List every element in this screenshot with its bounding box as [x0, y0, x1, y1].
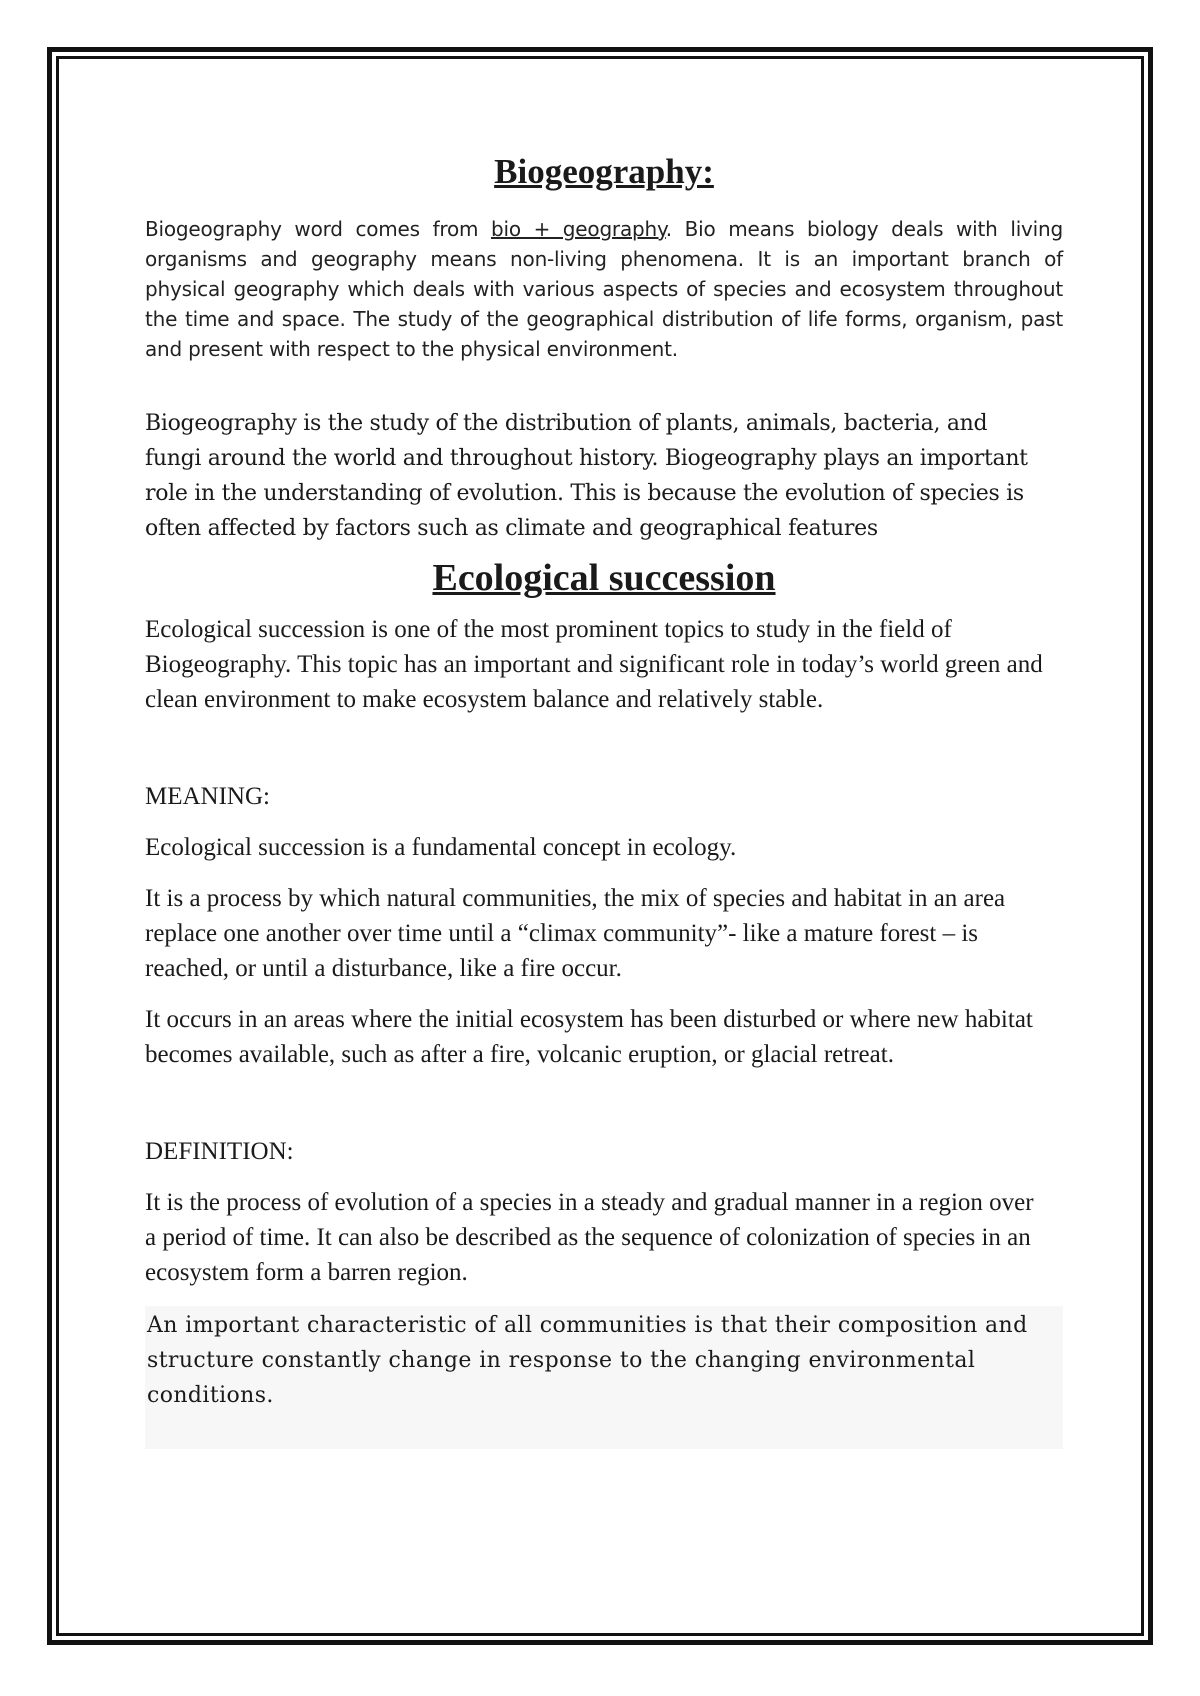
- intro-text-rest: . Bio means biology deals with living organisms and geography means non-living phenomena. It is an important branch of physical geography which deals with various aspects of species and ecosystem throughout the time and space. The study of the geographical distribution of life forms, organism, past and present with respect to the physical environment.: [145, 217, 1064, 361]
- paragraph-meaning-3: It occurs in an areas where the initial ecosystem has been disturbed or where new habitat becomes available, such as after a fire, volcanic eruption, or glacial retreat.: [145, 1006, 1033, 1068]
- intro-underlined-term: bio + geography: [491, 217, 666, 241]
- intro-text-start: Biogeography word comes from: [145, 217, 491, 241]
- paragraph-definition-2: An important characteristic of all communities is that their composition and structure constantly change in response to the changing environmental conditions.: [145, 1306, 1063, 1449]
- paragraph-succession-intro: Ecological succession is one of the most prominent topics to study in the field of Biogeography. This topic has an important and significant role in today’s world green and clean environment to make ecosystem balance and relatively stable.: [145, 616, 1043, 713]
- heading-ecological-succession: Ecological succession: [432, 557, 776, 599]
- label-meaning: MEANING:: [145, 783, 270, 810]
- paragraph-biogeography-study: Biogeography is the study of the distribution of plants, animals, bacteria, and fungi around the world and throughout history. Biogeography plays an important role in the understanding of evolution. This is because the evolution of species is often affected by factors such as climate and geographical features: [145, 411, 1028, 541]
- label-definition: DEFINITION:: [145, 1138, 294, 1165]
- document-body: [145, 140, 1063, 1449]
- paragraph-biogeography-intro: [145, 214, 1063, 364]
- paragraph-meaning-2: It is a process by which natural communities, the mix of species and habitat in an area replace one another over time until a “climax community”- like a mature forest – is reached, or until a disturbance, like a fire occur.: [145, 885, 1006, 982]
- paragraph-meaning-1: Ecological succession is a fundamental concept in ecology.: [145, 834, 737, 861]
- paragraph-definition-1: It is the process of evolution of a species in a steady and gradual manner in a region over a period of time. It can also be described as the sequence of colonization of species in an ecosystem form a barren region.: [145, 1189, 1034, 1286]
- heading-biogeography: Biogeography:: [494, 152, 714, 191]
